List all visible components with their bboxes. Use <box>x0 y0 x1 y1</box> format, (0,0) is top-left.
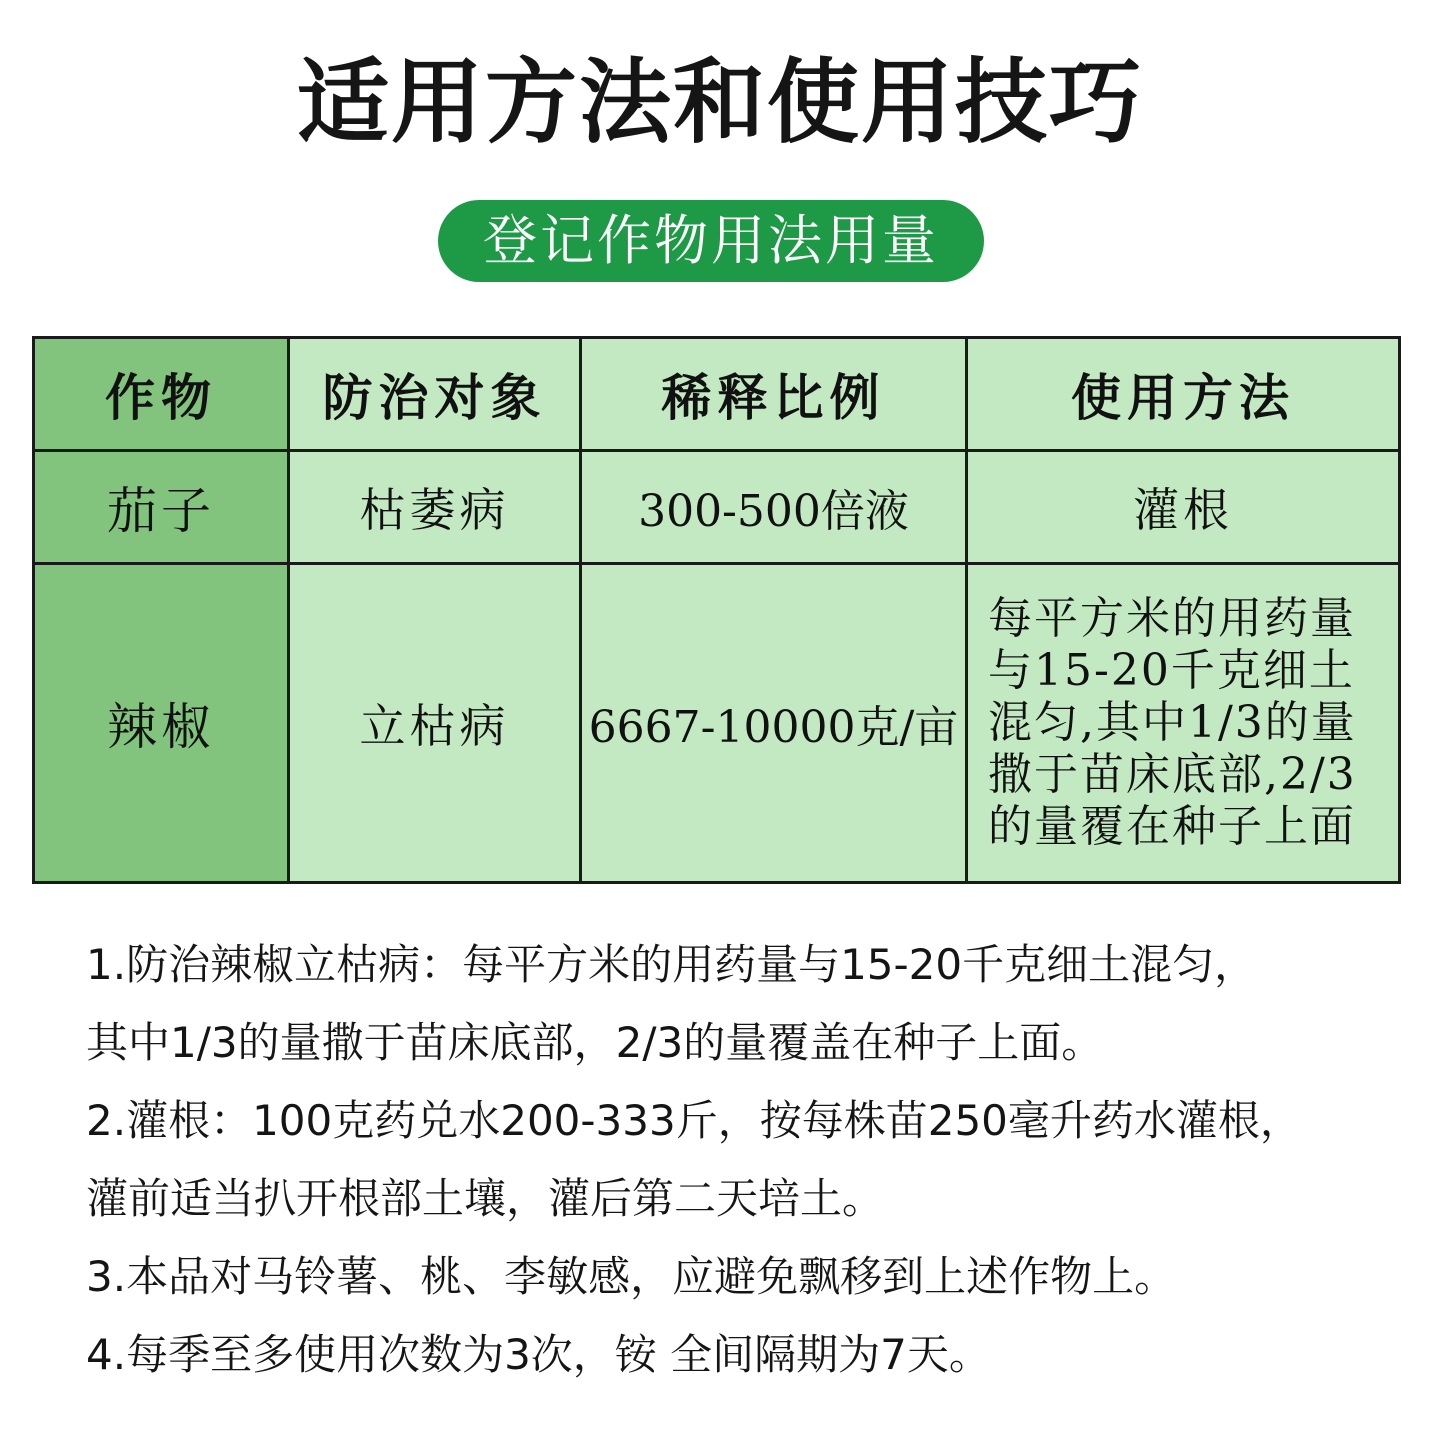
note-line: 2.灌根：100克药兑水200-333斤，按每株苗250毫升药水灌根， <box>86 1096 1302 1145</box>
header-method: 使用方法 <box>967 338 1400 451</box>
note-line: 3.本品对马铃薯、桃、李敏感，应避免飘移到上述作物上。 <box>86 1252 1177 1301</box>
note-line: 1.防治辣椒立枯病：每平方米的用药量与15-20千克细土混匀， <box>86 940 1257 989</box>
cell-dilution: 6667-10000克/亩 <box>581 564 967 883</box>
table-header-row <box>34 338 1400 451</box>
usage-table <box>32 336 1401 884</box>
usage-table-container <box>32 336 1398 876</box>
header-target: 防治对象 <box>289 338 581 451</box>
cell-dilution: 300-500倍液 <box>581 451 967 564</box>
note-line: 4.每季至多使用次数为3次，铵 全间隔期为7天。 <box>86 1330 991 1379</box>
page-title: 适用方法和使用技巧 <box>296 49 1143 156</box>
note-line: 灌前适当扒开根部土壤，灌后第二天培土。 <box>86 1174 885 1223</box>
note-line: 其中1/3的量撒于苗床底部，2/3的量覆盖在种子上面。 <box>86 1018 1104 1067</box>
header-dilution: 稀释比例 <box>581 338 967 451</box>
cell-crop: 辣椒 <box>34 564 289 883</box>
usage-notes <box>86 926 1386 1394</box>
table-row <box>34 564 1400 883</box>
cell-target: 枯萎病 <box>289 451 581 564</box>
table-row <box>34 451 1400 564</box>
section-badge: 登记作物用法用量 <box>438 200 984 282</box>
cell-method: 每平方米的用药量与15-20千克细土混匀,其中1/3的量撒于苗床底部,2/3的量覆在种子上面 <box>967 564 1400 883</box>
cell-target: 立枯病 <box>289 564 581 883</box>
cell-crop: 茄子 <box>34 451 289 564</box>
cell-method: 灌根 <box>967 451 1400 564</box>
header-crop: 作物 <box>34 338 289 451</box>
